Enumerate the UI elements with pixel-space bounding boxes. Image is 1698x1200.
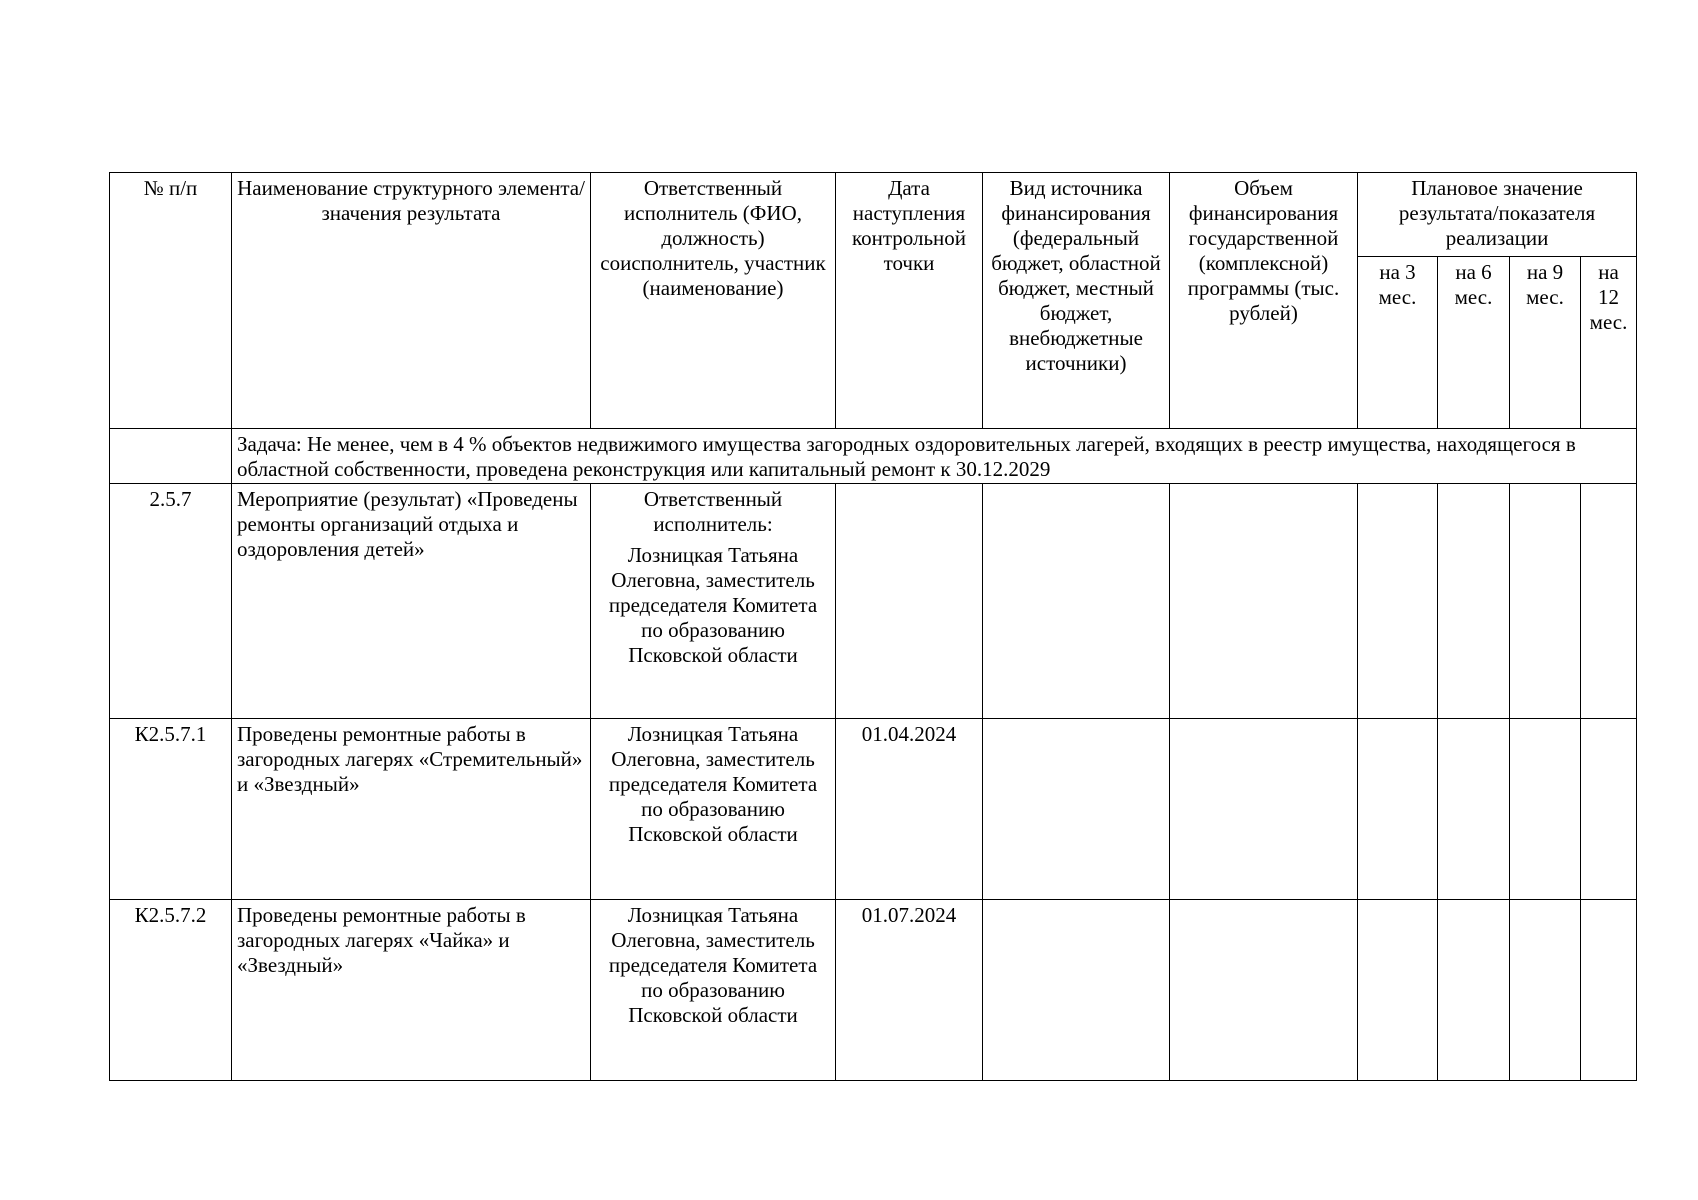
plan-table (109, 172, 1637, 1081)
row-period-3 (1358, 719, 1438, 900)
row-source (983, 719, 1170, 900)
row-num: 2.5.7 (110, 484, 232, 719)
task-text: Задача: Не менее, чем в 4 % объектов недвижимого имущества загородных оздоровительных лагерей, входящих в реестр имущества, находящегося в областной собственности, проведена реконструкция или капитальный ремонт к 30.12.2029 (232, 429, 1637, 484)
row-volume (1170, 484, 1358, 719)
row-volume (1170, 719, 1358, 900)
row-period-3 (1358, 484, 1438, 719)
header-period-6: на 6 мес. (1438, 257, 1510, 429)
task-num-cell (110, 429, 232, 484)
responsible-title: Ответственный исполнитель: (643, 487, 783, 536)
header-num: № п/п (110, 173, 232, 429)
header-source: Вид источника финансирования (федеральный бюджет, областной бюджет, местный бюджет, внебюджетные источники) (983, 173, 1170, 429)
row-num: К2.5.7.1 (110, 719, 232, 900)
row-date (836, 484, 983, 719)
task-row (110, 429, 1637, 484)
row-period-6 (1438, 719, 1510, 900)
row-period-3 (1358, 900, 1438, 1081)
responsible-name: Лозницкая Татьяна Олеговна, заместитель председателя Комитета по образованию Псковской области (608, 543, 818, 667)
row-period-9 (1510, 484, 1581, 719)
row-period-9 (1510, 719, 1581, 900)
header-row (110, 173, 1637, 257)
row-responsible: Лозницкая Татьяна Олеговна, заместитель председателя Комитета по образованию Псковской области (591, 719, 836, 900)
row-name: Проведены ремонтные работы в загородных лагерях «Чайка» и «Звездный» (232, 900, 591, 1081)
row-period-6 (1438, 900, 1510, 1081)
row-volume (1170, 900, 1358, 1081)
row-period-12 (1581, 900, 1637, 1081)
row-source (983, 900, 1170, 1081)
row-num: К2.5.7.2 (110, 900, 232, 1081)
row-responsible: Лозницкая Татьяна Олеговна, заместитель председателя Комитета по образованию Псковской области (591, 900, 836, 1081)
table-row (110, 719, 1637, 900)
header-volume: Объем финансирования государственной (комплексной) программы (тыс. рублей) (1170, 173, 1358, 429)
header-period-12: на 12 мес. (1581, 257, 1637, 429)
table-row (110, 484, 1637, 719)
row-source (983, 484, 1170, 719)
header-period-9: на 9 мес. (1510, 257, 1581, 429)
row-period-6 (1438, 484, 1510, 719)
header-date: Дата наступления контрольной точки (836, 173, 983, 429)
row-responsible (591, 484, 836, 719)
header-name: Наименование структурного элемента/ значения результата (232, 173, 591, 429)
header-responsible: Ответственный исполнитель (ФИО, должность) соисполнитель, участник (наименование) (591, 173, 836, 429)
row-name: Мероприятие (результат) «Проведены ремонты организаций отдыха и оздоровления детей» (232, 484, 591, 719)
header-period-3: на 3 мес. (1358, 257, 1438, 429)
row-period-9 (1510, 900, 1581, 1081)
row-period-12 (1581, 719, 1637, 900)
table-row (110, 900, 1637, 1081)
row-name: Проведены ремонтные работы в загородных лагерях «Стремительный» и «Звездный» (232, 719, 591, 900)
header-planned: Плановое значение результата/показателя реализации (1358, 173, 1637, 257)
row-period-12 (1581, 484, 1637, 719)
row-date: 01.04.2024 (836, 719, 983, 900)
row-date: 01.07.2024 (836, 900, 983, 1081)
